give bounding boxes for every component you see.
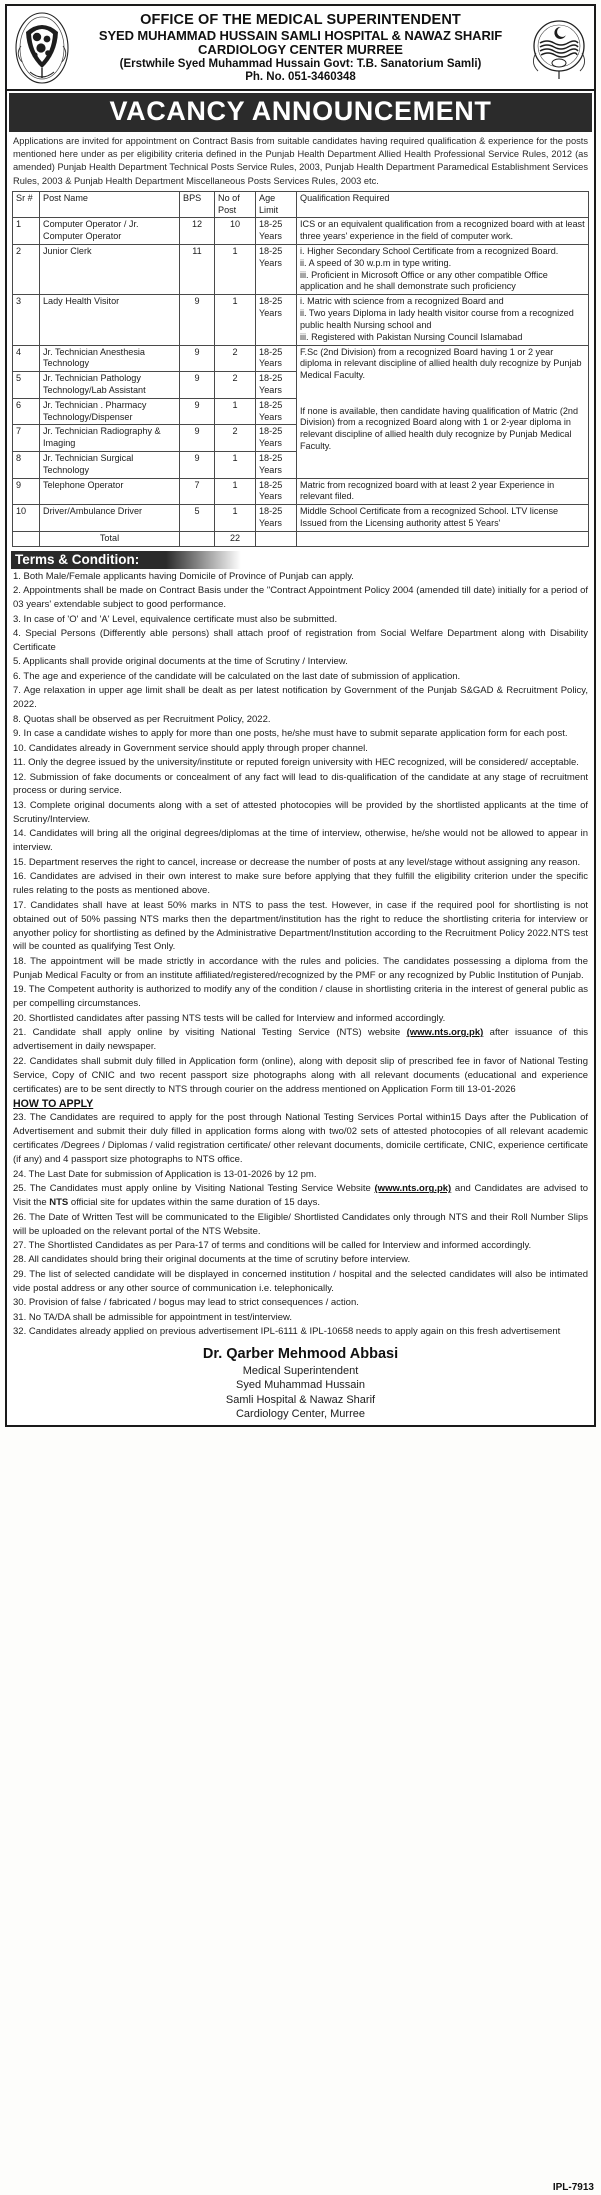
cell-age: 18-25 Years: [256, 398, 297, 425]
term-item-22: 22. Candidates shall submit duly filled in Application form (online), along with deposit slip of prescribed fee in favor of National Testing Service, Copy of CNIC and two recent passport size photographs along with all relevant documents (educational and experience certificates) are to be sent directly to NTS through courier on the address mentioned on Application Form till 13-01-2026: [13, 1055, 588, 1095]
term-item: 8. Quotas shall be observed as per Recruitment Policy, 2022.: [13, 713, 271, 725]
cell-posts: 1: [215, 478, 256, 505]
item-25-nts-bold: NTS: [49, 1197, 69, 1209]
cell-posts: 1: [215, 398, 256, 425]
table-row: [13, 505, 589, 532]
term-21-suffix: after issuance of this advertisement in daily newspaper.: [13, 1027, 588, 1053]
cell-sr: 7: [13, 425, 40, 452]
term-item: 13. Complete original documents along with a set of attested photocopies will be provided by the shortlisted applicants at the time of Scrutiny/Interview.: [13, 799, 588, 825]
term-item: 7. Age relaxation in upper age limit shall be dealt as per latest notification by Government of the Punjab S&GAD & Recruitment Policy, 2022.: [13, 685, 588, 711]
table-row: [13, 245, 589, 295]
cell-age: 18-25 Years: [256, 372, 297, 399]
cell-posts: 1: [215, 295, 256, 345]
cell-sr: 4: [13, 345, 40, 372]
cell-post: Jr. Technician Surgical Technology: [40, 452, 180, 479]
cell-sr: 2: [13, 245, 40, 295]
cell-age: 18-25 Years: [256, 425, 297, 452]
signatory-org-line3: Cardiology Center, Murree: [235, 1407, 365, 1420]
signature-block: [7, 1345, 594, 1425]
reference-code: IPL-7913: [552, 2182, 594, 2193]
term-item: 19. The Competent authority is authorized to modify any of the condition / clause in shortlisting criteria in the interest of general public as per compelling circumstances.: [13, 984, 588, 1010]
cell-empty: [13, 531, 40, 546]
cell-qualification: i. Higher Secondary School Certificate from a recognized Board. ii. A speed of 30 w.p.m in type writing. iii. Proficient in Microsoft Office or any other compatible Office application and he shall demonstrate such proficiency: [297, 245, 589, 295]
table-row: [13, 478, 589, 505]
nts-website-link[interactable]: (www.nts.org.pk): [406, 1027, 484, 1039]
cell-post: Lady Health Visitor: [40, 295, 180, 345]
terms-heading-bar: [11, 551, 590, 569]
cell-bps: 9: [180, 452, 215, 479]
how-to-apply-item-31: 31. No TA/DA shall be admissible for appointment in test/interview.: [13, 1311, 292, 1323]
cell-sr: 1: [13, 218, 40, 245]
cell-bps: 9: [180, 345, 215, 372]
erstwhile-name: (Erstwhile Syed Muhammad Hussain Govt: T.B. Sanatorium Samli): [119, 57, 482, 70]
cell-posts: 1: [215, 245, 256, 295]
signatory-org-line1: Syed Muhammad Hussain: [235, 1379, 365, 1392]
item-25-suffix: official site for updates within the same duration of 15 days.: [68, 1197, 320, 1209]
cell-age: 18-25 Years: [256, 218, 297, 245]
cell-bps: 9: [180, 295, 215, 345]
cell-post: Telephone Operator: [40, 478, 180, 505]
term-item: 4. Special Persons (Differently able persons) shall attach proof of registration from Social Welfare Department along with Disability Certificate: [13, 628, 588, 653]
cell-post: Jr. Technician Anesthesia Technology: [40, 345, 180, 372]
term-item: 15. Department reserves the right to cancel, increase or decrease the number of posts at any level/stage without assigning any reason.: [13, 856, 581, 868]
term-item: 14. Candidates will bring all the original degrees/diplomas at the time of interview, otherwise, he/she would not be allowed to appear in interview.: [13, 828, 588, 854]
col-bps: BPS: [180, 191, 215, 218]
how-to-apply-item-30: 30. Provision of false / fabricated / bogus may lead to strict consequences / action.: [13, 1297, 359, 1309]
term-21-prefix: 21. Candidate shall apply online by visiting National Testing Service (NTS) website: [13, 1027, 407, 1039]
cell-bps: 11: [180, 245, 215, 295]
term-item: 2. Appointments shall be made on Contract Basis under the "Contract Appointment Policy 2004 (amended till date) initially for a period of 03 years' extendable subject to good performance.: [13, 585, 588, 611]
cell-sr: 10: [13, 505, 40, 532]
how-to-apply-item-29: 29. The list of selected candidate will be displayed in concerned institution / hospital and the selected candidates will also be intimated vide postal address or any other source of communication i.e. telephonically.: [13, 1268, 588, 1294]
table-header-row: [13, 191, 589, 218]
cell-total-posts: 22: [215, 531, 256, 546]
terms-heading: Terms & Condition:: [15, 551, 140, 567]
table-total-row: [13, 531, 589, 546]
cell-qualification: i. Matric with science from a recognized Board and ii. Two years Diploma in lady health visitor course from a recognized public health Nursing school and iii. Registered with Pakistan Nursing Council Islamabad: [297, 295, 589, 345]
cell-posts: 2: [215, 425, 256, 452]
signatory-name: Dr. Qarber Mehmood Abbasi: [202, 1346, 399, 1363]
cell-age: 18-25 Years: [256, 478, 297, 505]
cell-age: 18-25 Years: [256, 505, 297, 532]
cell-age: 18-25 Years: [256, 452, 297, 479]
punjab-government-crest-icon: [11, 9, 73, 87]
nts-website-link-2[interactable]: (www.nts.org.pk): [374, 1183, 452, 1195]
term-item: 5. Applicants shall provide original documents at the time of Scrutiny / Interview.: [13, 656, 348, 668]
how-to-apply-item-27: 27. The Shortlisted Candidates as per Para-17 of terms and conditions will be called for Interview and informed accordingly.: [13, 1240, 532, 1252]
cell-bps: 9: [180, 372, 215, 399]
cell-sr: 9: [13, 478, 40, 505]
posts-table: [12, 191, 589, 547]
intro-paragraph: Applications are invited for appointment on Contract Basis from suitable candidates having required qualification & experience for the posts mentioned here under as per eligibility criteria defined in the Punjab Health Department Allied Health Professional Service Rules, 2012 (as amended) Punjab Health Department Technical Posts Service Rules, 2003, Punjab Health Department Paramedical Establishment Services Rules, 2003 & Punjab Health Department Miscellaneous Posts Services Rules, 2003 etc.: [13, 136, 588, 186]
term-item: 6. The age and experience of the candidate will be calculated on the last date of submission of application.: [13, 670, 461, 682]
cell-qualification: Middle School Certificate from a recognized School. LTV license Issued from the Licensing authority attest 5 Years': [297, 505, 589, 532]
how-to-apply-item-28: 28. All candidates should bring their original documents at the time of scrutiny before interview.: [13, 1254, 411, 1266]
item-25-prefix: 25. The Candidates must apply online by Visiting National Testing Service Website: [13, 1183, 375, 1195]
cell-bps: 5: [180, 505, 215, 532]
cell-post: Jr. Technician Pathology Technology/Lab Assistant: [40, 372, 180, 399]
term-item: 1. Both Male/Female applicants having Domicile of Province of Punjab can apply.: [13, 570, 354, 582]
cell-posts: 1: [215, 452, 256, 479]
cell-post: Driver/Ambulance Driver: [40, 505, 180, 532]
cell-sr: 8: [13, 452, 40, 479]
cell-total-label: Total: [40, 531, 180, 546]
term-item: 17. Candidates shall have at least 50% marks in NTS to pass the test. However, in case if the required pool for shortlisting is not obtained out of 50% passing NTS marks then the department/institution has the right to reduce the shortlisting criteria for interview or anyother policy for shortlisting as defined by the Administrative Department/Institution according to the Recruitment Policy 2022.NTS test will be counted as qualifying Test Only.: [13, 899, 588, 953]
office-title: OFFICE OF THE MEDICAL SUPERINTENDENT: [140, 12, 461, 29]
cell-age: 18-25 Years: [256, 295, 297, 345]
cell-empty: [256, 531, 297, 546]
hospital-name: SYED MUHAMMAD HUSSAIN SAMLI HOSPITAL & NAWAZ SHARIF: [98, 27, 503, 43]
term-item: 11. Only the degree issued by the university/institute or reputed foreign university with HEC recognized, will be considered/ acceptable.: [13, 757, 579, 769]
document-header: [7, 6, 594, 91]
cell-posts: 10: [215, 218, 256, 245]
cell-post: Jr. Technician Radiography & Imaging: [40, 425, 180, 452]
term-item: 20. Shortlisted candidates after passing NTS tests will be called for Interview and informed accordingly.: [13, 1012, 446, 1024]
cell-bps: 12: [180, 218, 215, 245]
col-no-of-post: No of Post: [215, 191, 256, 218]
how-to-apply-item-26: 26. The Date of Written Test will be communicated to the Eligible/ Shortlisted Candidates only through NTS and their Roll Number Slips will be uploaded on the relevant portal of the NTS Website.: [13, 1211, 588, 1237]
term-item: 3. In case of 'O' and 'A' Level, equivalence certificate must also be submitted.: [13, 613, 338, 625]
cell-age: 18-25 Years: [256, 345, 297, 372]
cell-posts: 2: [215, 345, 256, 372]
cell-age: 18-25 Years: [256, 245, 297, 295]
how-to-apply-heading: HOW TO APPLY: [13, 1098, 94, 1111]
terms-list: [7, 570, 594, 1340]
table-body: [13, 218, 589, 546]
term-item-21: [13, 1026, 588, 1054]
cell-bps: 9: [180, 398, 215, 425]
cell-qualification: Matric from recognized board with at least 2 year Experience in relevant filed.: [297, 478, 589, 505]
cell-empty: [180, 531, 215, 546]
cell-sr: 6: [13, 398, 40, 425]
signatory-org-line2: Samli Hospital & Nawaz Sharif: [225, 1393, 376, 1406]
cell-sr: 5: [13, 372, 40, 399]
cell-bps: 7: [180, 478, 215, 505]
vacancy-banner: VACANCY ANNOUNCEMENT: [9, 93, 592, 132]
term-item: 18. The appointment will be made strictly in accordance with the rules and policies. The candidates possessing a diploma from the Punjab Medical Faculty or from an institute affiliated/registered/recognized by the PMF or any recognized by Public Institution of Punjab.: [13, 955, 588, 981]
col-age-limit: Age Limit: [256, 191, 297, 218]
cell-posts: 1: [215, 505, 256, 532]
term-item: 9. In case a candidate wishes to apply for more than one posts, he/she must have to submit separate application form for each post.: [13, 728, 568, 740]
how-to-apply-item-25: [13, 1182, 588, 1210]
center-name: CARDIOLOGY CENTER MURREE: [198, 42, 403, 58]
how-to-apply-item-24: 24. The Last Date for submission of Application is 13-01-2026 by 12 pm.: [13, 1168, 317, 1180]
how-to-apply-item-23: 23. The Candidates are required to apply for the post through National Testing Services Portal within15 Days after the Publication of Advertisement and submit their duly filled in application forms along with two/02 sets of attested photocopies of all relevant academic certificates /Degrees / Diplomas / valid registration certificate/ other relevant documents, domicile certificate, CNIC, experience certificate (if any) and 4 passport size photographs to NTS office.: [13, 1112, 588, 1166]
col-qualification: Qualification Required: [297, 191, 589, 218]
cell-qualification: ICS or an equivalent qualification from a recognized board with at least three years' experience in the field of computer work.: [297, 218, 589, 245]
cell-sr: 3: [13, 295, 40, 345]
cell-qualification-merged: F.Sc (2nd Division) from a recognized Board having 1 or 2 year diploma in relevant discipline of allied health duly recognize by Punjab Medical Faculty. If none is available, then candidate having qualification of Matric (2nd Division) from a recognized Board along with 1 or 2-year diploma in relevant discipline of allied health duly recognize by Punjab Medical Faculty.: [297, 345, 589, 478]
table-row: [13, 218, 589, 245]
term-item: 12. Submission of fake documents or concealment of any fact will lead to dis-qualification of the candidate at any stage of recruitment process or during service.: [13, 771, 588, 797]
punjab-province-emblem-icon: [528, 9, 590, 87]
cell-posts: 2: [215, 372, 256, 399]
col-post-name: Post Name: [40, 191, 180, 218]
term-item: 10. Candidates already in Government service should apply through proper channel.: [13, 742, 368, 754]
table-row: [13, 345, 589, 372]
header-titles: [73, 12, 528, 83]
term-item: 16. Candidates are advised in their own interest to make sure before applying that they fulfill the eligibility criterion under the specific rules relating to the posts as mentioned above.: [13, 871, 588, 897]
table-row: [13, 295, 589, 345]
cell-post: Computer Operator / Jr. Computer Operator: [40, 218, 180, 245]
item-25-mid: and Candidates are advised to Visit the: [13, 1183, 588, 1209]
signatory-role: Medical Superintendent: [242, 1365, 359, 1378]
cell-post: Jr. Technician . Pharmacy Technology/Dispenser: [40, 398, 180, 425]
phone-number: Ph. No. 051-3460348: [245, 70, 356, 83]
document-frame: [5, 4, 596, 1427]
how-to-apply-item-32: 32. Candidates already applied on previous advertisement IPL-6111 & IPL-10658 needs to apply again on this fresh advertisement: [13, 1326, 561, 1338]
cell-post: Junior Clerk: [40, 245, 180, 295]
cell-empty: [297, 531, 589, 546]
col-sr: Sr #: [13, 191, 40, 218]
cell-bps: 9: [180, 425, 215, 452]
